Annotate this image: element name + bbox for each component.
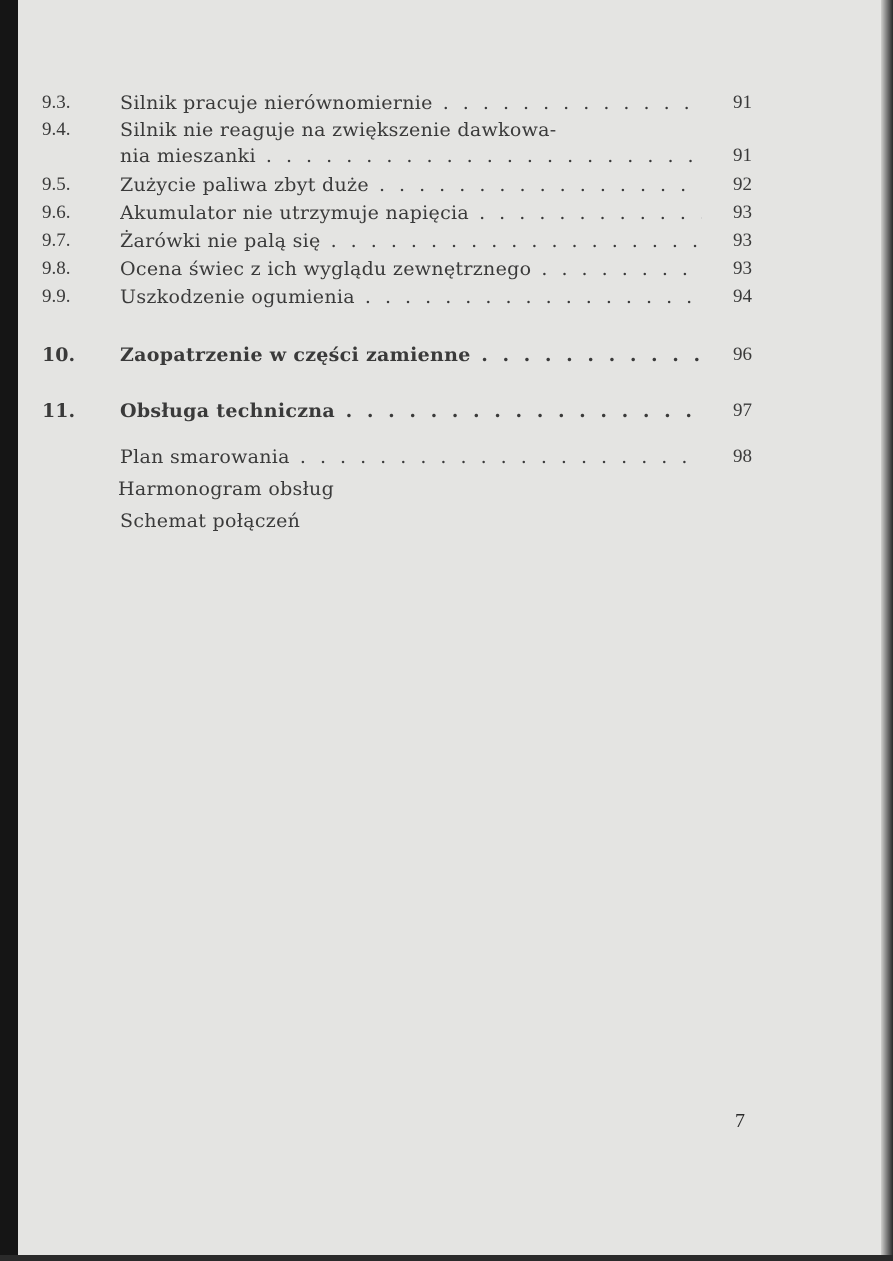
entry-title: Silnik nie reaguje na zwiększenie dawkowa- [120,119,557,141]
page-number: 7 [735,1110,745,1132]
toc-entry [42,143,752,169]
entry-number: 9.3. [42,92,71,113]
entry-title: Plan smarowania . . . [120,444,702,470]
entry-title: nia mieszanki . . . [120,143,702,169]
toc-entry [42,228,752,254]
entry-page: 97 [733,400,752,421]
entry-title: Akumulator nie utrzymuje napięcia . . . [120,200,702,226]
entry-number: 9.7. [42,230,71,251]
entry-number: 10. [42,344,76,366]
entry-page: 93 [733,202,752,223]
entry-number: 9.9. [42,286,71,307]
toc-entry [42,508,752,534]
entry-page: 93 [733,230,752,251]
entry-title: Zużycie paliwa zbyt duże . . . [120,172,702,198]
entry-title: Zaopatrzenie w części zamienne . . . [120,342,702,368]
scan-edge-left [0,0,18,1261]
toc-chapter [42,398,752,424]
toc-entry [42,200,752,226]
toc-entry [42,117,752,143]
entry-page: 96 [733,344,752,365]
entry-title: Uszkodzenie ogumienia . . . [120,284,702,310]
toc-entry [42,172,752,198]
entry-number: 9.5. [42,174,71,195]
entry-title: Ocena świec z ich wyglądu zewnętrznego . . . [120,256,702,282]
entry-page: 92 [733,174,752,195]
toc-entry [42,476,752,502]
toc-entry [42,444,752,470]
entry-title: Obsługa techniczna . . . [120,398,702,424]
entry-title: Żarówki nie palą się . . . [120,228,702,254]
entry-number: 9.6. [42,202,71,223]
entry-page: 91 [733,92,752,113]
entry-title: Harmonogram obsług [118,478,335,500]
toc-entry [42,90,752,116]
entry-title: Silnik pracuje nierównomiernie . . . [120,90,702,116]
entry-page: 98 [733,446,752,467]
toc-entry [42,284,752,310]
entry-page: 94 [733,286,752,307]
entry-page: 93 [733,258,752,279]
entry-number: 11. [42,400,76,422]
entry-number: 9.4. [42,119,71,140]
scan-edge-bottom [0,1255,893,1261]
toc-chapter [42,342,752,368]
entry-number: 9.8. [42,258,71,279]
entry-title: Schemat połączeń [120,510,301,532]
toc-entry [42,256,752,282]
entry-page: 91 [733,145,752,166]
scan-edge-right [881,0,893,1261]
